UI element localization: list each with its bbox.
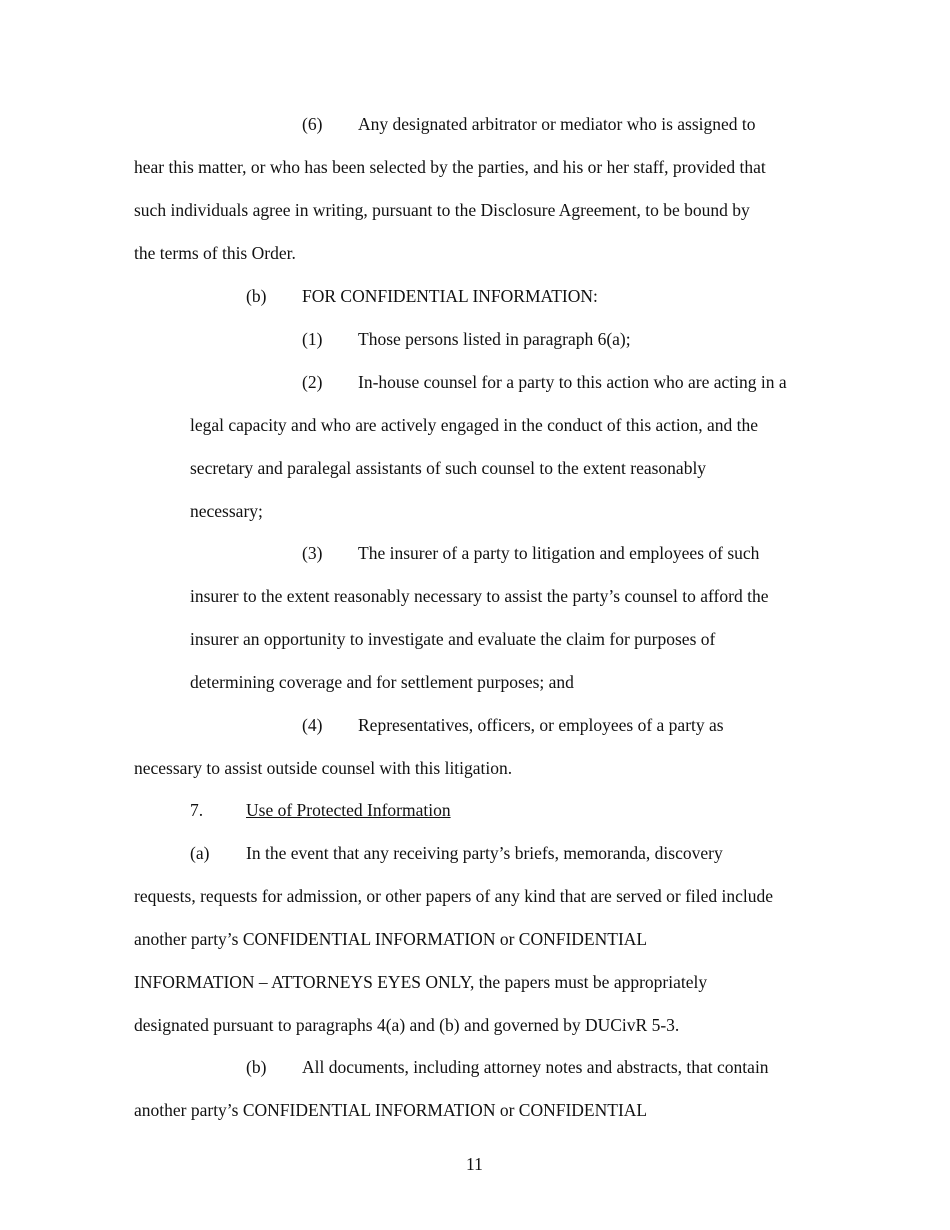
para-7a-label: (a) xyxy=(190,843,210,863)
item-6-line: such individuals agree in writing, pursuant to the Disclosure Agreement, to be bound by xyxy=(134,200,750,220)
item-4-first-line: Representatives, officers, or employees of a party as xyxy=(358,715,724,735)
para-7b-first-line: All documents, including attorney notes and abstracts, that contain xyxy=(302,1057,769,1077)
item-2-line: legal capacity and who are actively engaged in the conduct of this action, and the xyxy=(190,415,759,435)
item-6-first-line: Any designated arbitrator or mediator who is assigned to xyxy=(358,114,756,134)
section-b-heading: FOR CONFIDENTIAL INFORMATION: xyxy=(302,286,598,306)
item-6-label: (6) xyxy=(302,114,323,134)
para-7a-line: another party’s CONFIDENTIAL INFORMATION or CONFIDENTIAL xyxy=(134,929,648,949)
item-2-first-line: In-house counsel for a party to this action who are acting in a xyxy=(358,372,787,392)
section-7-number: 7. xyxy=(190,800,204,820)
section-7-heading: Use of Protected Information xyxy=(246,800,451,820)
item-3-line: insurer an opportunity to investigate and evaluate the claim for purposes of xyxy=(190,629,716,649)
item-3-line: determining coverage and for settlement purposes; and xyxy=(190,672,574,692)
item-3-first-line: The insurer of a party to litigation and employees of such xyxy=(358,543,760,563)
item-6-line: the terms of this Order. xyxy=(134,243,296,263)
para-7a-line: designated pursuant to paragraphs 4(a) and (b) and governed by DUCivR 5-3. xyxy=(134,1015,680,1035)
item-6-line: hear this matter, or who has been selected by the parties, and his or her staff, provided that xyxy=(134,157,766,177)
section-b-label: (b) xyxy=(246,286,267,306)
para-7a-line: requests, requests for admission, or other papers of any kind that are served or filed include xyxy=(134,886,774,906)
para-7a-line: INFORMATION – ATTORNEYS EYES ONLY, the papers must be appropriately xyxy=(134,972,708,992)
para-7a-first-line: In the event that any receiving party’s briefs, memoranda, discovery xyxy=(246,843,723,863)
item-3-line: insurer to the extent reasonably necessary to assist the party’s counsel to afford the xyxy=(190,586,769,606)
item-4-label: (4) xyxy=(302,715,323,735)
item-3-label: (3) xyxy=(302,543,323,563)
item-2-label: (2) xyxy=(302,372,323,392)
item-2-line: necessary; xyxy=(190,501,263,521)
para-7b-label: (b) xyxy=(246,1057,267,1077)
item-1-label: (1) xyxy=(302,329,323,349)
para-7b-line: another party’s CONFIDENTIAL INFORMATION or CONFIDENTIAL xyxy=(134,1100,648,1120)
item-2-line: secretary and paralegal assistants of such counsel to the extent reasonably xyxy=(190,458,707,478)
item-4-line: necessary to assist outside counsel with this litigation. xyxy=(134,758,513,778)
page-number: 11 xyxy=(466,1154,483,1174)
item-1-text: Those persons listed in paragraph 6(a); xyxy=(358,329,631,349)
